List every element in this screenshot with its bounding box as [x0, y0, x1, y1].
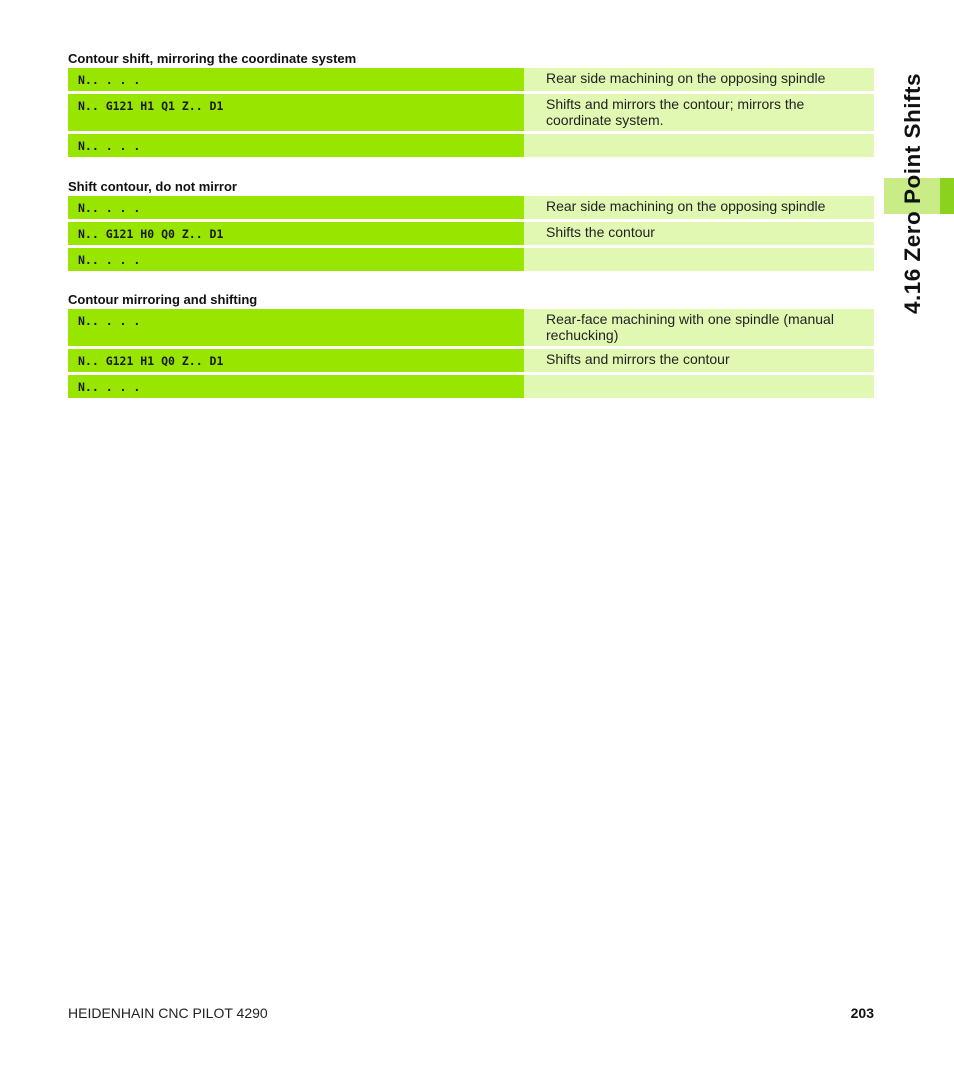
table-row — [68, 349, 874, 372]
code-table — [68, 306, 874, 401]
table-row — [68, 68, 874, 91]
chapter-side-title: 4.16 Zero Point Shifts — [900, 72, 925, 314]
table-row — [68, 94, 874, 131]
table-row — [68, 222, 874, 245]
page-number: 203 — [850, 1005, 874, 1021]
desc-cell — [524, 248, 874, 271]
table-row — [68, 375, 874, 398]
section-heading: Contour shift, mirroring the coordinate system — [68, 51, 357, 66]
code-cell: N.. . . . — [68, 196, 524, 219]
desc-cell — [524, 375, 874, 398]
code-cell: N.. . . . — [68, 68, 524, 91]
code-cell: N.. G121 H1 Q0 Z.. D1 — [68, 349, 524, 372]
code-cell: N.. . . . — [68, 309, 524, 346]
table-row — [68, 134, 874, 157]
section-heading: Contour mirroring and shifting — [68, 292, 258, 307]
desc-cell: Rear side machining on the opposing spindle — [524, 196, 874, 219]
desc-cell: Shifts and mirrors the contour; mirrors the coordinate system. — [524, 94, 874, 131]
desc-cell — [524, 134, 874, 157]
table-row — [68, 248, 874, 271]
code-cell: N.. G121 H0 Q0 Z.. D1 — [68, 222, 524, 245]
code-cell: N.. . . . — [68, 134, 524, 157]
code-table — [68, 65, 874, 160]
table-row — [68, 196, 874, 219]
desc-cell: Shifts the contour — [524, 222, 874, 245]
section-mirror-and-shift — [68, 291, 874, 401]
code-cell: N.. . . . — [68, 375, 524, 398]
code-cell: N.. . . . — [68, 248, 524, 271]
table-row — [68, 309, 874, 346]
desc-cell: Rear side machining on the opposing spindle — [524, 68, 874, 91]
section-shift-no-mirror — [68, 178, 874, 274]
desc-cell: Shifts and mirrors the contour — [524, 349, 874, 372]
section-heading: Shift contour, do not mirror — [68, 179, 237, 194]
footer-product-name: HEIDENHAIN CNC PILOT 4290 — [68, 1005, 268, 1021]
code-cell: N.. G121 H1 Q1 Z.. D1 — [68, 94, 524, 131]
section-contour-shift-mirror-coords — [68, 50, 874, 160]
side-tab-marker — [940, 178, 954, 214]
desc-cell: Rear-face machining with one spindle (manual rechucking) — [524, 309, 874, 346]
code-table — [68, 193, 874, 274]
